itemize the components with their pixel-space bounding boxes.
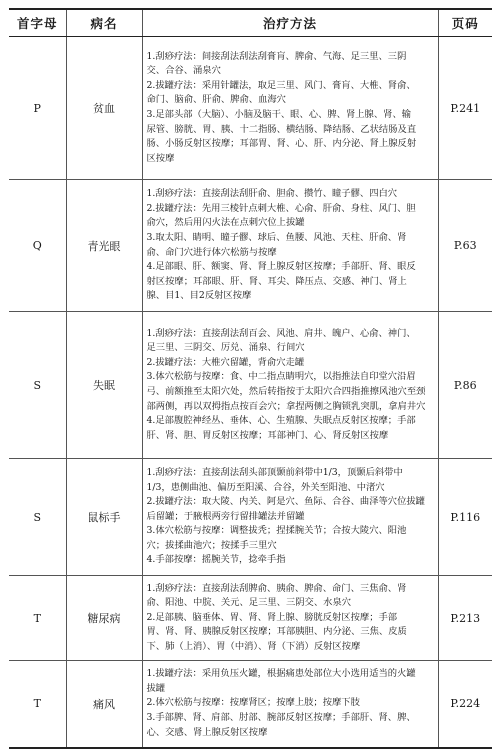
initial-letter: S — [9, 459, 66, 576]
method-line: 肝、肾、胆、胃反射区按摩；耳部神门、心、肾反射区按摩 — [146, 429, 389, 441]
method-line: 2.体穴松筋与按摩：按摩肾区；按摩上肢；按摩下肢 — [146, 697, 360, 709]
disease-index-table — [9, 8, 492, 749]
page-number: P.63 — [438, 180, 492, 312]
method-line: 足三里、三阴交、厉兑、涌泉、行间穴 — [146, 342, 305, 354]
method-line: 4.足部眼、肝、额窦、肾、肾上腺反射区按摩；手部肝、肾、眼反 — [146, 261, 416, 273]
method-line: 肠、小肠反射区按摩；耳部胃、肾、心、肝、内分泌、肾上腺反射 — [146, 138, 417, 150]
method-line: 交、合谷、涌泉穴 — [146, 65, 221, 77]
header-name: 病名 — [66, 9, 142, 37]
method-line: 2.拔罐疗法：取大陵、内关、阿是穴、鱼际、合谷、曲泽等穴位拔罐 — [146, 496, 425, 508]
method-line: 1.刮痧疗法：直接刮法刮脾俞、胰俞、脾俞、命门、三焦俞、肾 — [146, 582, 407, 594]
method-line: 区按摩 — [146, 152, 175, 164]
method-line: 胃、肾、肾、胰腺反射区按摩；耳部胰胆、内分泌、三焦、皮质 — [146, 626, 407, 638]
table-row — [9, 312, 492, 459]
method-line: 俞、命门穴进行体穴松筋与按摩 — [146, 246, 277, 258]
method-line: 腺、目1、目2反射区按摩 — [146, 290, 252, 302]
method-line: 4.手部按摩：摇腕关节，捻牵手指 — [146, 554, 286, 566]
method-line: 3.体穴松筋与按摩：食、中二指点睛明穴，以指推法自印堂穴沿眉 — [146, 371, 416, 383]
disease-name: 鼠标手 — [66, 459, 142, 576]
disease-name: 痛风 — [66, 661, 142, 748]
method-line: 3.体穴松筋与按摩：调整拔秃；捏揉腕关节；合按大陵穴、阳池 — [146, 525, 407, 537]
method-line: 拔罐 — [146, 682, 166, 694]
header-row — [9, 9, 492, 37]
initial-letter: Q — [9, 180, 66, 312]
treatment-method — [142, 661, 438, 748]
disease-name: 贫血 — [66, 37, 142, 180]
page-number: P.86 — [438, 312, 492, 459]
header-method: 治疗方法 — [142, 9, 438, 37]
treatment-method — [142, 312, 438, 459]
table-row — [9, 37, 492, 180]
method-line: 俞、阳池、中脘、关元、足三里、三阴交、水泉穴 — [146, 597, 352, 609]
table-body — [9, 37, 492, 748]
method-line: 3.手部脾、肾、肩部、肘部、腕部反射区按摩；手部肝、肾、脾、 — [146, 712, 416, 724]
disease-name: 糖尿病 — [66, 576, 142, 661]
table-row — [9, 576, 492, 661]
disease-name: 失眠 — [66, 312, 142, 459]
method-line: 穴；拔揉曲池穴；按揉手三里穴 — [146, 539, 277, 551]
method-line: 弓、前额推至太阳穴处，然后转指按于太阳穴合四指推擦风池穴至颈 — [146, 386, 426, 397]
method-line: 2.拔罐疗法：先用三棱针点刺大椎、心俞、肝俞、身柱、风门、胆 — [146, 202, 416, 214]
treatment-method — [142, 37, 438, 180]
table-row — [9, 180, 492, 312]
initial-letter: S — [9, 312, 66, 459]
method-line: 2.足部胰、脑垂体、胃、肾、肾上腺、膀胱反射区按摩；手部 — [146, 611, 398, 623]
method-line: 1.刮痧疗法：直接刮法刮肝俞、胆俞、攒竹、瞳子髎、四白穴 — [146, 188, 398, 200]
method-line: 2.拔罐疗法：大椎穴留罐，背俞穴走罐 — [146, 356, 305, 368]
header-letter: 首字母 — [9, 9, 66, 37]
page-number: P.116 — [438, 459, 492, 576]
method-line: 命门、脑俞、肝俞、脾俞、血海穴 — [146, 94, 286, 106]
method-line: 3.取太阳、睛明、瞳子髎、球后、鱼腰、风池、天柱、肝俞、肾 — [146, 231, 407, 243]
treatment-method — [142, 576, 438, 661]
method-line: 1.刮痧疗法：直接刮法刮头部顶颞前斜带中1/3，顶颞后斜带中 — [146, 466, 403, 478]
method-line: 射区按摩；耳部眼、肝、肾、耳尖、降压点、交感、神门、肾上 — [146, 275, 407, 287]
disease-name: 青光眼 — [66, 180, 142, 312]
treatment-method — [142, 459, 438, 576]
page-number: P.213 — [438, 576, 492, 661]
method-line: 2.拔罐疗法：采用针罐法，取足三里、风门、膏肓、大椎、肾俞、 — [146, 79, 416, 91]
initial-letter: T — [9, 661, 66, 748]
method-line: 3.足部头部（大脑）、小脑及脑干、眼、心、脾、肾上腺、肾、输 — [146, 109, 412, 120]
method-line: 1.拔罐疗法：采用负压火罐，根据痛患处部位大小选用适当的火罐 — [146, 668, 416, 680]
method-line: 后留罐；于腋根两旁行留排罐法并留罐 — [146, 510, 305, 522]
method-line: 下、肺（上消）、胃（中消）、肾（下消）反射区按摩 — [146, 640, 361, 652]
initial-letter: T — [9, 576, 66, 661]
method-line: 1.刮痧疗法：直接刮法刮百会、风池、肩井、魄户、心俞、神门、 — [146, 327, 416, 339]
method-line: 1/3，患侧曲池、偏历至阳溪、合谷，外关至阳池、中渚穴 — [146, 481, 385, 493]
method-line: 1.刮痧疗法：间接刮法刮法刮膏肓、脾俞、气海、足三里、三阴 — [146, 50, 407, 62]
page-number: P.241 — [438, 37, 492, 180]
method-line: 心、交感、肾上腺反射区按摩 — [146, 726, 268, 738]
method-line: 尿管、膀胱、胃、胰、十二指肠、横结肠、降结肠、乙状结肠及直 — [146, 123, 417, 135]
table-row — [9, 661, 492, 748]
page-number: P.224 — [438, 661, 492, 748]
method-line: 部两侧，再以双拇指点按百会穴；拿捏两侧之胸锁乳突肌，拿肩井穴 — [146, 400, 426, 412]
method-line: 俞穴，然后用闪火法在点刺穴位上拔罐 — [146, 217, 305, 229]
table-row — [9, 459, 492, 576]
initial-letter: P — [9, 37, 66, 180]
treatment-method — [142, 180, 438, 312]
header-page: 页码 — [438, 9, 492, 37]
method-line: 4.足部腹腔神经丛、垂体、心、生殖腺、失眠点反射区按摩；手部 — [146, 415, 416, 427]
